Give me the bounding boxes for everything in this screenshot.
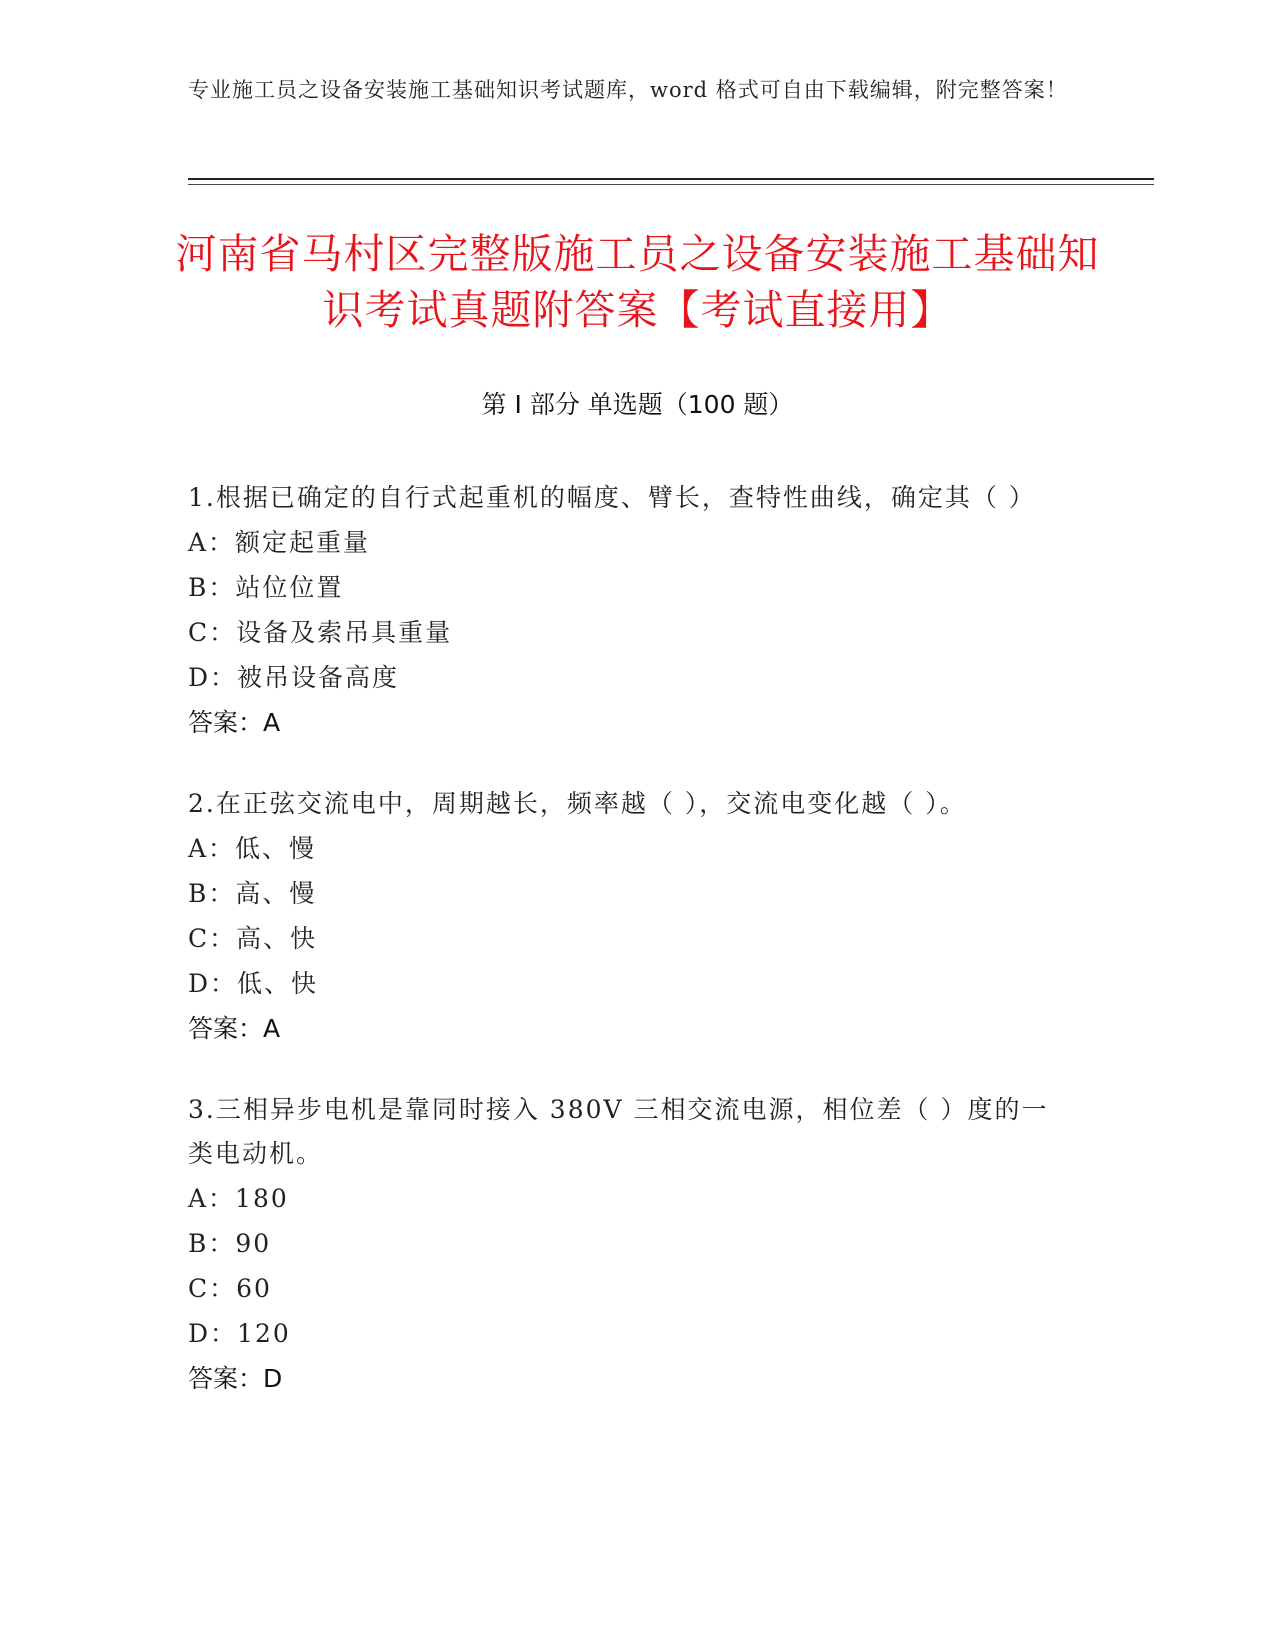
option-a: A：180 [188,1184,289,1213]
option-d: D：120 [188,1319,291,1348]
answer-line: 答案：A [188,1014,281,1043]
question-stem: 1.根据已确定的自行式起重机的幅度、臂长，查特性曲线，确定其（ ） [188,483,1036,512]
answer-line: 答案：D [188,1364,283,1393]
question-stem: 3.三相异步电机是靠同时接入 380V 三相交流电源，相位差（ ）度的一类电动机。 [188,1095,1049,1168]
question-1 [188,476,1068,746]
question-3 [188,1088,1068,1402]
option-b: B：站位位置 [188,573,344,602]
option-b: B：高、慢 [188,879,317,908]
header-note: 专业施工员之设备安装施工基础知识考试题库，word 格式可自由下载编辑，附完整答案！ [188,78,1068,102]
option-a: A：低、慢 [188,834,317,863]
question-stem: 2.在正弦交流电中，周期越长，频率越（ ），交流电变化越（ ）。 [188,789,967,818]
option-c: C：60 [188,1274,272,1303]
option-d: D：被吊设备高度 [188,663,400,692]
header-divider-thick [188,178,1154,180]
section-title: 第 I 部分 单选题（100 题） [481,390,794,419]
answer-line: 答案：A [188,708,281,737]
option-c: C：设备及索吊具重量 [188,618,453,647]
option-b: B：90 [188,1229,272,1258]
header-divider-thin [188,184,1154,185]
option-a: A：额定起重量 [188,528,371,557]
option-c: C：高、快 [188,924,318,953]
option-d: D：低、快 [188,969,319,998]
document-title: 河南省马村区完整版施工员之设备安装施工基础知识考试真题附答案【考试直接用】 [175,230,1100,334]
question-list [188,476,1068,1438]
question-2 [188,782,1068,1052]
